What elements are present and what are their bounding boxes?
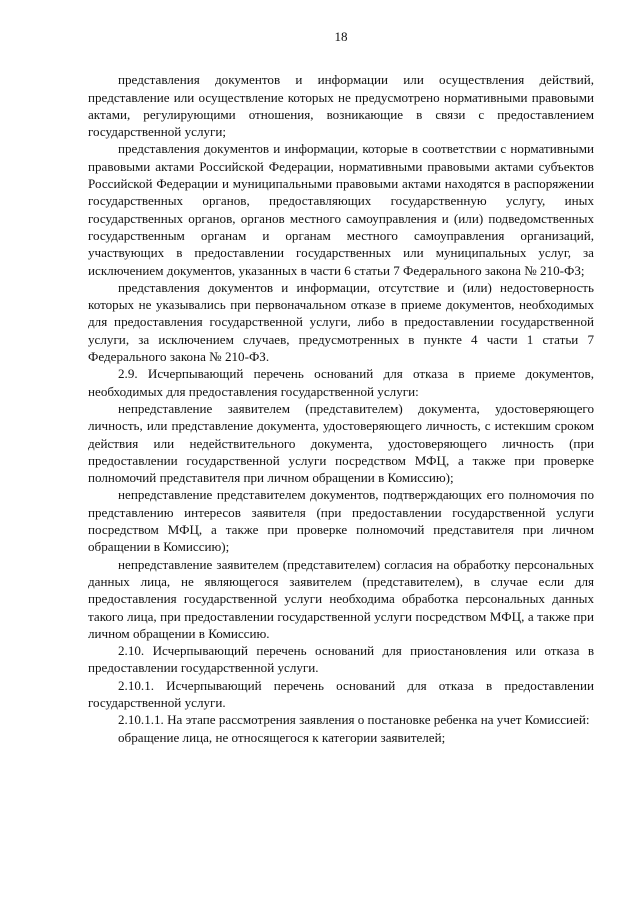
paragraph: представления документов и информации, которые в соответствии с нормативными правовыми актами Российской Федерации, нормативными правовыми актами субъектов Российской Федерации и муниципальными правовыми актами находятся в распоряжении государственных органов, предоставляющих государственную услугу, иных государственных органов, органов местного самоуправления и (или) подведомственных государственным органам и органам местного самоуправления организаций, участвующих в предоставлении государственных или муниципальных услуг, за исключением документов, указанных в части 6 статьи 7 Федерального закона № 210-ФЗ;: [88, 141, 594, 278]
paragraph: 2.9. Исчерпывающий перечень оснований для отказа в приеме документов, необходимых для предоставления государственной услуги:: [88, 366, 594, 399]
paragraph: представления документов и информации или осуществления действий, представление или осуществление которых не предусмотрено нормативными правовыми актами, регулирующими отношения, возникающие в связи с предоставлением государственной услуги;: [88, 72, 594, 140]
paragraph: 2.10.1. Исчерпывающий перечень оснований для отказа в предоставлении государственной услуги.: [88, 677, 594, 710]
paragraph: 2.10. Исчерпывающий перечень оснований для приостановления или отказа в предоставлении государственной услуги.: [88, 643, 594, 676]
paragraph: непредставление заявителем (представителем) документа, удостоверяющего личность, или представление документа, удостоверяющего личность, с истекшим сроком действия или недействительного документа, удостоверяющего личность (при предоставлении государственной услуги посредством МФЦ, а также при проверке полномочий представителя при личном обращении в Комиссию);: [88, 400, 594, 486]
paragraph: 2.10.1.1. На этапе рассмотрения заявления о постановке ребенка на учет Комиссией:: [118, 712, 590, 728]
paragraph: обращение лица, не относящегося к категории заявителей;: [118, 729, 446, 745]
paragraph: непредставление заявителем (представителем) согласия на обработку персональных данных лица, не являющегося заявителем (представителем), в случае если для предоставления государственной услуги необходима обработка персональных данных такого лица, при предоставлении государственной услуги посредством МФЦ, а также при личном обращении в Комиссию.: [88, 556, 594, 641]
paragraph: представления документов и информации, отсутствие и (или) недостоверность которых не указывались при первоначальном отказе в приеме документов, необходимых для предоставления государственной услуги, либо в предоставлении государственной услуги, за исключением случаев, предусмотренных в пункте 4 части 1 статьи 7 Федерального закона № 210-ФЗ.: [88, 279, 594, 365]
document-body: [88, 71, 594, 746]
page-number: 18: [334, 29, 348, 44]
paragraph: непредставление представителем документов, подтверждающих его полномочия по представлению интересов заявителя (при предоставлении государственной услуги посредством МФЦ, а также при проверке полномочий представителя при личном обращении в Комиссию);: [88, 487, 594, 555]
